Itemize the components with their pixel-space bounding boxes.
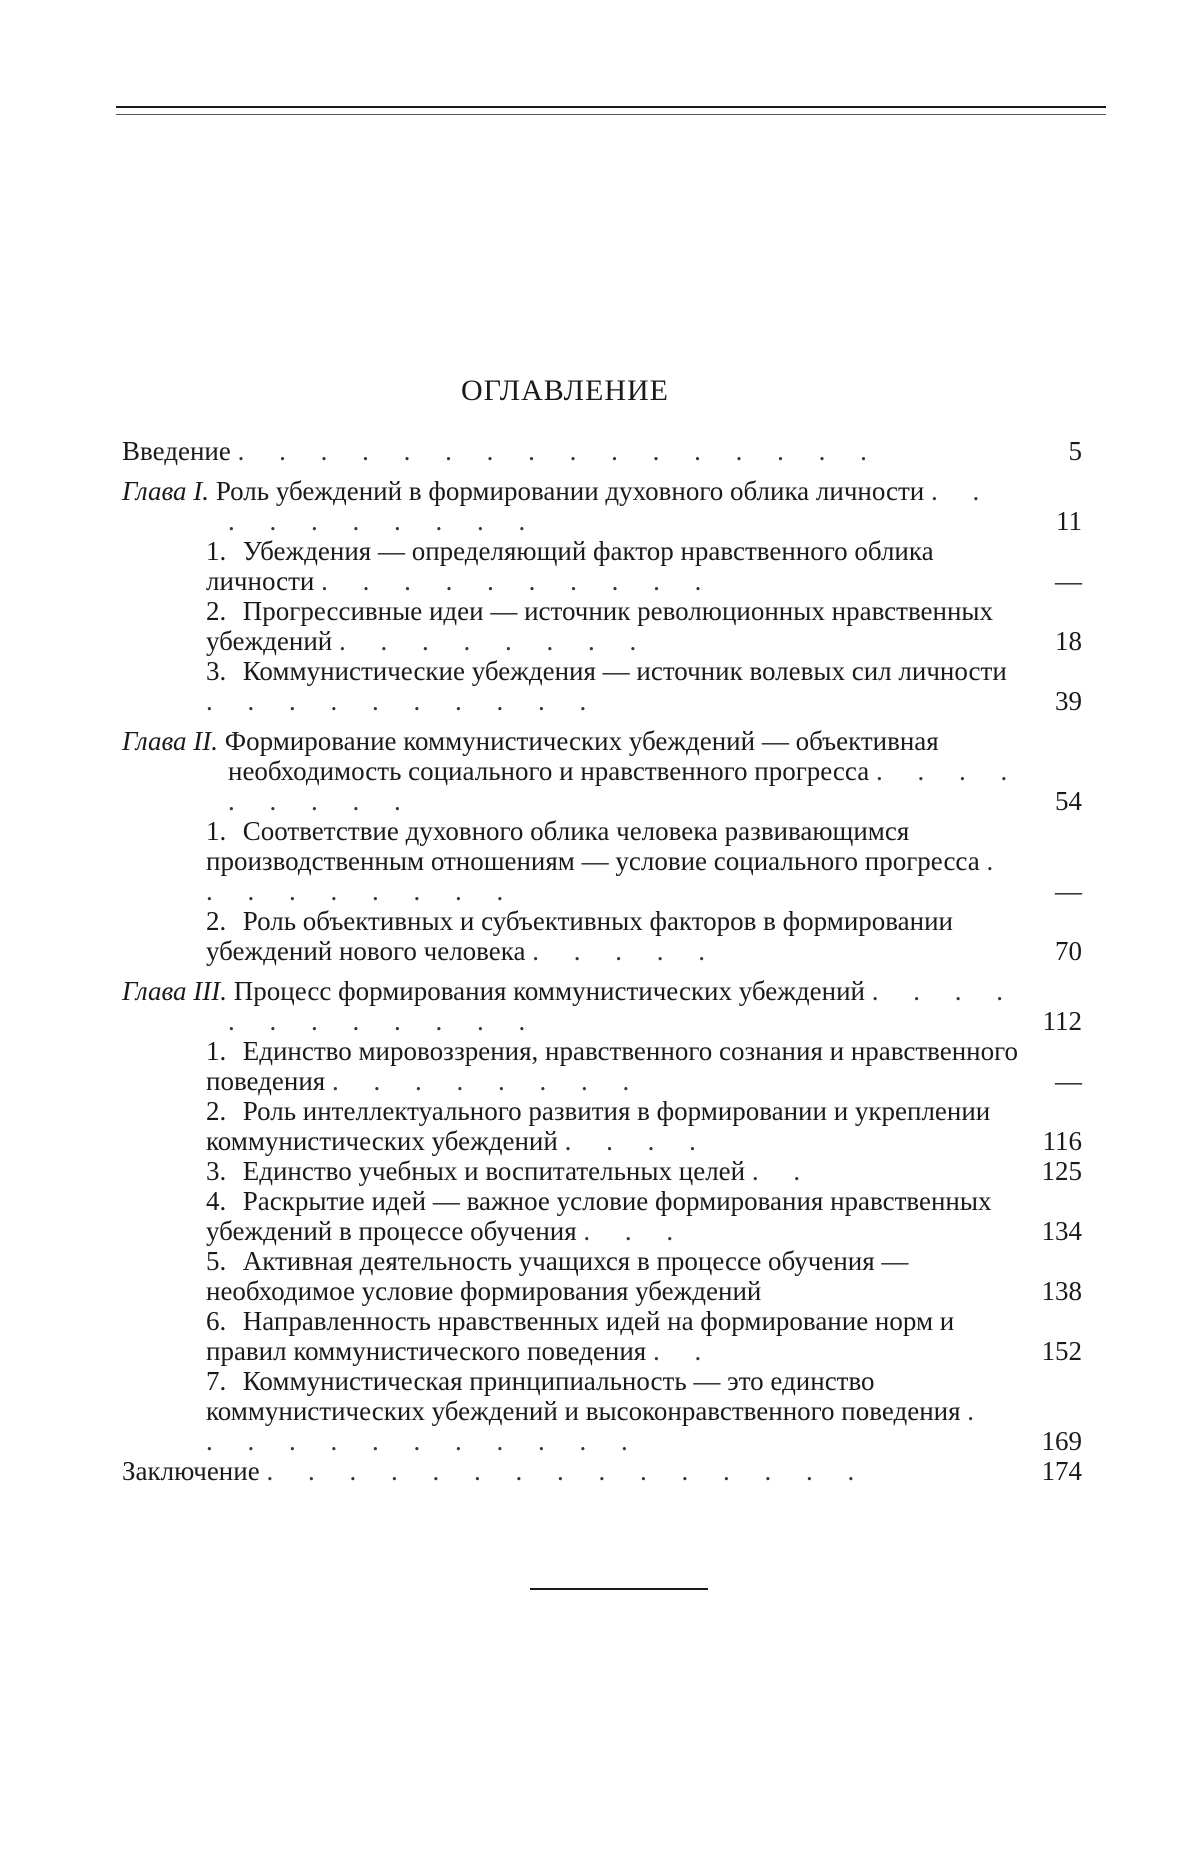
toc-entry-conclusion: [122, 1456, 1082, 1486]
section-number: 4.: [206, 1186, 236, 1216]
entry-text: Введение: [122, 436, 231, 466]
toc-entry-2-2: [206, 906, 1082, 966]
entry-text: Прогрессивные идеи — источник революционных нравственных убеждений: [206, 596, 993, 656]
page-number: 138: [1022, 1276, 1082, 1306]
section-number: 6.: [206, 1306, 236, 1336]
dot-leader: . . . . . . . . . . . . . . .: [266, 1456, 868, 1486]
entry-text: Единство учебных и воспитательных целей: [243, 1156, 745, 1186]
section-number: 5.: [206, 1246, 236, 1276]
section-number: 1.: [206, 816, 236, 846]
chapter-label: Глава III.: [122, 976, 227, 1006]
dot-leader: . .: [653, 1336, 715, 1366]
entry-text: Роль интеллектуального развития в формировании и укреплении коммунистических убеждений: [206, 1096, 990, 1156]
page-number: —: [1022, 876, 1082, 906]
page-number: 152: [1022, 1336, 1082, 1366]
section-number: 2.: [206, 596, 236, 626]
toc-entry-chapter-3: [122, 976, 1082, 1036]
entry-text: Направленность нравственных идей на формирование норм и правил коммунистического поведения: [206, 1306, 954, 1366]
dot-leader: . . . . . . . . . . . . . . . .: [238, 436, 881, 466]
page-number: 54: [1022, 786, 1082, 816]
entry-text: Формирование коммунистических убеждений — объективная необходимость социального и нравственного прогресса: [225, 726, 939, 786]
toc-entry-introduction: [122, 436, 1082, 466]
top-rule: [116, 106, 1106, 108]
toc-entry-3-2: [206, 1096, 1082, 1156]
bottom-rule: [530, 1588, 708, 1590]
toc-entry-3-6: [206, 1306, 1082, 1366]
chapter-label: Глава I.: [122, 476, 209, 506]
section-number: 3.: [206, 656, 236, 686]
page-number: 112: [1022, 1006, 1082, 1036]
entry-text: Заключение: [122, 1456, 260, 1486]
entry-text: Соответствие духовного облика человека развивающимся производственным отношениям — условие социального прогресса: [206, 816, 980, 876]
chapter-label: Глава II.: [122, 726, 218, 756]
dot-leader: . . . .: [565, 1126, 710, 1156]
entry-text: Убеждения — определяющий фактор нравственного облика личности: [206, 536, 934, 596]
page-number: 134: [1022, 1216, 1082, 1246]
dot-leader: . . . . . . . . . .: [228, 476, 993, 536]
page-number: 125: [1022, 1156, 1082, 1186]
dot-leader: . . . . . . . .: [339, 626, 650, 656]
toc-entry-2-1: [206, 816, 1082, 906]
dot-leader: . . . . . . . . . .: [321, 566, 715, 596]
toc-entry-3-4: [206, 1186, 1082, 1246]
dot-leader: . . . . . . . . .: [228, 756, 1021, 816]
section-number: 1.: [206, 1036, 236, 1066]
entry-text: Роль объективных и субъективных факторов в формировании убеждений нового человека: [206, 906, 953, 966]
toc-entry-3-5: [206, 1246, 1082, 1306]
entry-text: Раскрытие идей — важное условие формирования нравственных убеждений в процессе обучения: [206, 1186, 992, 1246]
toc-entry-1-3: [206, 656, 1082, 716]
table-of-contents: [122, 436, 1082, 1486]
section-number: 1.: [206, 536, 236, 566]
entry-text: Процесс формирования коммунистических убеждений: [234, 976, 865, 1006]
dot-leader: . . . . . . . .: [332, 1066, 643, 1096]
entry-text: Активная деятельность учащихся в процессе обучения — необходимое условие формирования убеждений: [206, 1246, 908, 1306]
page-number: 39: [1022, 686, 1082, 716]
dot-leader: . . . . .: [532, 936, 719, 966]
toc-entry-3-1: [206, 1036, 1082, 1096]
toc-entry-1-1: [206, 536, 1082, 596]
page-number: 174: [1022, 1456, 1082, 1486]
dot-leader: . .: [752, 1156, 814, 1186]
entry-text: Коммунистические убеждения — источник волевых сил личности: [243, 656, 1007, 686]
page-number: 5: [1022, 436, 1082, 466]
page-number: 116: [1022, 1126, 1082, 1156]
page-number: 18: [1022, 626, 1082, 656]
dot-leader: . . . . . . . . . .: [206, 686, 600, 716]
toc-entry-1-2: [206, 596, 1082, 656]
entry-text: Роль убеждений в формировании духовного облика личности: [216, 476, 924, 506]
toc-entry-chapter-1: [122, 476, 1082, 536]
page-title: ОГЛАВЛЕНИЕ: [0, 374, 1130, 408]
section-number: 3.: [206, 1156, 236, 1186]
page-number: —: [1022, 566, 1082, 596]
dot-leader: . . . . . . . . .: [206, 846, 1007, 906]
page-number: 11: [1022, 506, 1082, 536]
page-number: 169: [1022, 1426, 1082, 1456]
page-number: 70: [1022, 936, 1082, 966]
entry-text: Единство мировоззрения, нравственного сознания и нравственного поведения: [206, 1036, 1018, 1096]
top-rule-thin: [116, 114, 1106, 115]
dot-leader: . . .: [583, 1216, 687, 1246]
toc-entry-3-7: [206, 1366, 1082, 1456]
section-number: 2.: [206, 1096, 236, 1126]
dot-leader: . . . . . . . . . . . .: [228, 976, 1017, 1036]
toc-entry-chapter-2: [122, 726, 1082, 816]
toc-entry-3-3: [206, 1156, 1082, 1186]
section-number: 2.: [206, 906, 236, 936]
section-number: 7.: [206, 1366, 236, 1396]
page-number: —: [1022, 1066, 1082, 1096]
dot-leader: . . . . . . . . . . . .: [206, 1396, 988, 1456]
entry-text: Коммунистическая принципиальность — это единство коммунистических убеждений и высоконравственного поведения: [206, 1366, 961, 1426]
